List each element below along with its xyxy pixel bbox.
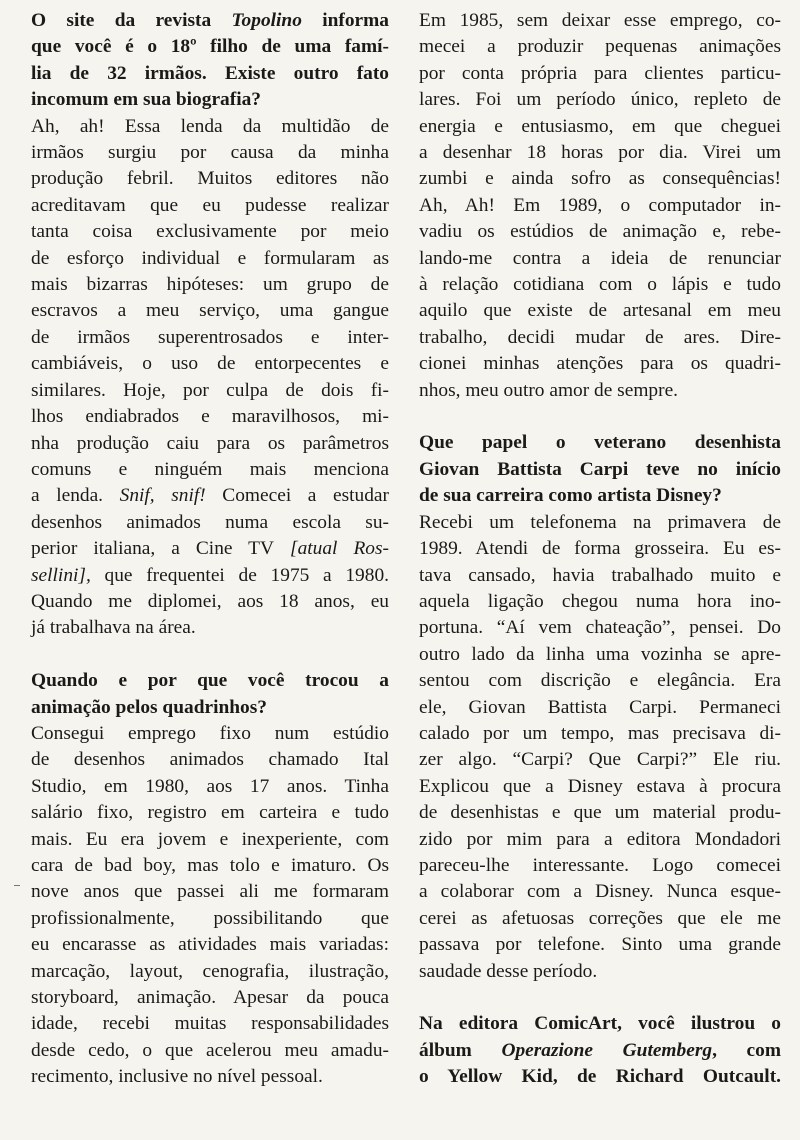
italic-text: sellini], bbox=[31, 564, 91, 586]
answer-line: de irmãos superentrosados e inter- bbox=[31, 326, 389, 348]
italic-text: Snif, snif! bbox=[119, 485, 206, 507]
answer-line: lhos endiabrados e maravilhosos, mi- bbox=[31, 406, 389, 428]
answer-line: tava cansado, havia trabalhado muito e bbox=[419, 564, 781, 586]
answer-line: cionei minhas atenções para os quadri- bbox=[419, 353, 781, 375]
answer-line: saudade desse período. bbox=[419, 960, 598, 982]
question-line: que você é o 18º filho de uma famí- bbox=[31, 36, 389, 58]
answer-line: mais bizarras hipóteses: um grupo de bbox=[31, 274, 389, 296]
answer-line: portuna. “Aí vem chateação”, pensei. Do bbox=[419, 617, 781, 639]
italic-text: [atual Ros- bbox=[274, 538, 389, 560]
question-line: incomum em sua biografia? bbox=[31, 89, 261, 111]
answer-line: de esforço individual e formularam as bbox=[31, 247, 389, 269]
question-line: animação pelos quadrinhos? bbox=[31, 696, 267, 718]
answer-line: zido por mim para a editora Mondadori bbox=[419, 828, 781, 850]
answer-line: salário fixo, registro em carteira e tudo bbox=[31, 802, 389, 824]
answer-line: energia e entusiasmo, em que cheguei bbox=[419, 115, 781, 137]
question-line: Giovan Battista Carpi teve no início bbox=[419, 458, 781, 480]
left-column bbox=[31, 8, 389, 1091]
question-line: de sua carreira como artista Disney? bbox=[419, 485, 722, 507]
answer-line: cambiáveis, o uso de entorpecentes e bbox=[31, 353, 389, 375]
right-column bbox=[419, 8, 781, 1091]
question-line: Quando e por que você trocou a bbox=[31, 670, 389, 692]
answer-line: cerei as afetuosas correções que ele me bbox=[419, 907, 781, 929]
answer-line: acreditavam que eu pudesse realizar bbox=[31, 194, 389, 216]
answer-line: desenhos animados numa escola su- bbox=[31, 511, 389, 533]
answer-line: marcação, layout, cenografia, ilustração, bbox=[31, 960, 389, 982]
answer-line: tanta coisa exclusivamente por meio bbox=[31, 221, 389, 243]
italic-text: Topolino bbox=[231, 10, 302, 31]
answer-line: Studio, em 1980, aos 17 anos. Tinha bbox=[31, 775, 389, 797]
question-line: o Yellow Kid, de Richard Outcault. bbox=[419, 1066, 781, 1088]
answer-line: lando-me contra a ideia de renunciar bbox=[419, 247, 781, 269]
answer-line: profissionalmente, possibilitando que bbox=[31, 907, 389, 929]
answer-line: Ah, Ah! Em 1989, o computador in- bbox=[419, 194, 781, 216]
answer-line: a desenhar 18 horas por dia. Virei um bbox=[419, 142, 781, 164]
answer-line: nhos, meu outro amor de sempre. bbox=[419, 379, 679, 401]
question-line: lia de 32 irmãos. Existe outro fato bbox=[31, 62, 389, 84]
paragraph-gap bbox=[419, 404, 781, 430]
answer-line: Ah, ah! Essa lenda da multidão de bbox=[31, 115, 389, 137]
answer-line: de desenhistas e que um material produ- bbox=[419, 802, 781, 824]
italic-text: Operazione Gutemberg bbox=[501, 1039, 713, 1061]
answer-line: Explicou que a Disney estava à procura bbox=[419, 775, 781, 797]
answer-line: produção febril. Muitos editores não bbox=[31, 168, 389, 190]
answer-line: passava por telefone. Sinto uma grande bbox=[419, 934, 781, 956]
answer-line: calado por um tempo, mas precisava di- bbox=[419, 722, 781, 744]
answer-line: zer algo. “Carpi? Que Carpi?” Ele riu. bbox=[419, 749, 781, 771]
answer-line: 1989. Atendi de forma grosseira. Eu es- bbox=[419, 538, 781, 560]
answer-line: trabalho, decidi mudar de ares. Dire- bbox=[419, 326, 781, 348]
answer-line: já trabalhava na área. bbox=[31, 617, 196, 639]
answer-line: à relação cotidiana com o lápis e tudo bbox=[419, 274, 781, 296]
answer-line: Em 1985, sem deixar esse emprego, co- bbox=[419, 10, 781, 31]
answer-line: nha produção caiu para os parâmetros bbox=[31, 432, 389, 454]
paragraph-gap bbox=[31, 642, 389, 668]
answer-line: cara de bad boy, mas tolo e imaturo. Os bbox=[31, 854, 389, 876]
answer-line: sellini], que frequentei de 1975 a 1980. bbox=[31, 564, 389, 586]
answer-line: ele, Giovan Battista Carpi. Permaneci bbox=[419, 696, 781, 718]
answer-line: Recebi um telefonema na primavera de bbox=[419, 511, 781, 533]
answer-line: storyboard, animação. Apesar da pouca bbox=[31, 987, 389, 1009]
answer-line: por conta própria para clientes particu- bbox=[419, 62, 781, 84]
answer-line: escravos a meu serviço, uma gangue bbox=[31, 300, 389, 322]
answer-line: mecei a produzir pequenas animações bbox=[419, 36, 781, 58]
question-line: O site da revista Topolino informa bbox=[31, 10, 389, 31]
answer-line: a colaborar com a Disney. Nunca esque- bbox=[419, 881, 781, 903]
answer-line: eu encarasse as atividades mais variadas: bbox=[31, 934, 389, 956]
question-line: álbum Operazione Gutemberg, com bbox=[419, 1039, 781, 1061]
question-line: Que papel o veterano desenhista bbox=[419, 432, 781, 454]
answer-line: pareceu-lhe interessante. Logo comecei bbox=[419, 854, 781, 876]
answer-line: aquela ligação chegou numa hora ino- bbox=[419, 590, 781, 612]
paragraph-gap bbox=[419, 985, 781, 1011]
answer-line: similares. Hoje, por culpa de dois fi- bbox=[31, 379, 389, 401]
answer-line: perior italiana, a Cine TV [atual Ros- bbox=[31, 538, 389, 560]
answer-line: desde cedo, o que acelerou meu amadu- bbox=[31, 1039, 389, 1061]
answer-line: comuns e ninguém mais menciona bbox=[31, 458, 389, 480]
answer-line: zumbi e ainda sofro as consequências! bbox=[419, 168, 781, 190]
answer-line: Consegui emprego fixo num estúdio bbox=[31, 722, 389, 744]
answer-line: outro lado da linha uma vozinha se apre- bbox=[419, 643, 781, 665]
answer-line: mais. Eu era jovem e inexperiente, com bbox=[31, 828, 389, 850]
answer-line: recimento, inclusive no nível pessoal. bbox=[31, 1066, 323, 1088]
answer-line: de desenhos animados chamado Ital bbox=[31, 749, 389, 771]
answer-line: Quando me diplomei, aos 18 anos, eu bbox=[31, 590, 389, 612]
answer-line: aquilo que existe de artesanal em meu bbox=[419, 300, 781, 322]
answer-line: nove anos que passei ali me formaram bbox=[31, 881, 389, 903]
answer-line: idade, recebi muitas responsabilidades bbox=[31, 1013, 389, 1035]
answer-line: lares. Foi um período único, repleto de bbox=[419, 89, 781, 111]
answer-line: irmãos surgiu por causa da minha bbox=[31, 142, 389, 164]
question-line: Na editora ComicArt, você ilustrou o bbox=[419, 1013, 781, 1035]
margin-mark bbox=[14, 885, 20, 886]
answer-line: sentou com discrição e elegância. Era bbox=[419, 670, 781, 692]
answer-line: a lenda. Snif, snif! Comecei a estudar bbox=[31, 485, 389, 507]
answer-line: vadiu os estúdios de animação e, rebe- bbox=[419, 221, 781, 243]
